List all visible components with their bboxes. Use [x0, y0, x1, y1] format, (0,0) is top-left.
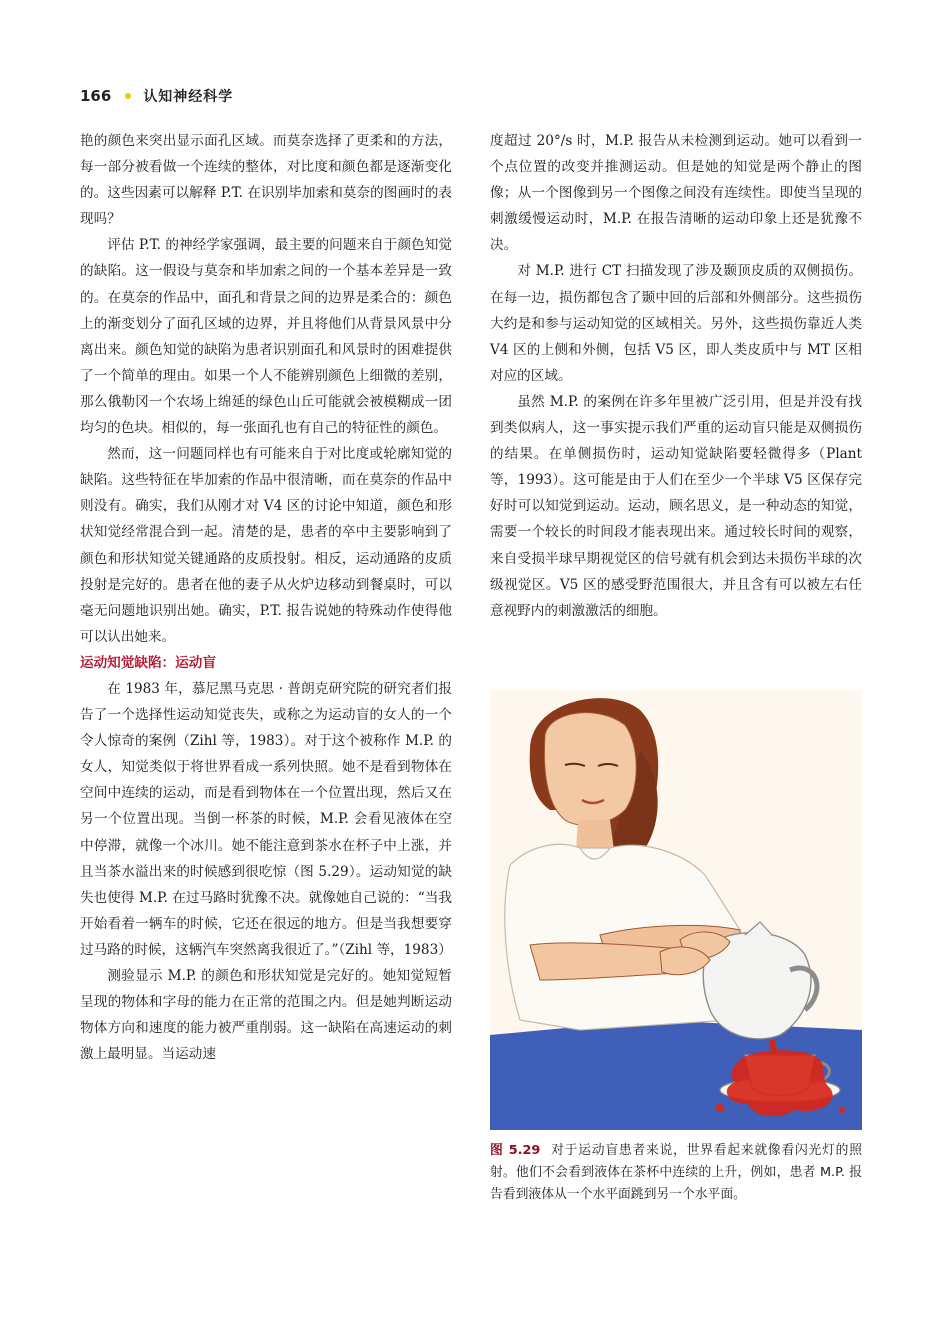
- paragraph: 虽然 M.P. 的案例在许多年里被广泛引用，但是并没有找到类似病人，这一事实提示我们严重的运动盲只能是双侧损伤的结果。在单侧损伤时，运动知觉缺陷要轻微得多（Plant 等，1993）。这可能是由于人们在至少一个半球 V5 区保存完好时可以知觉到运动。运动，顾名思义，是一种动态的知觉，需要一个较长的时间段才能表现出来。通过较长时间的观察，来自受损半球早期视觉区的信号就有机会到达未损伤半球的次级视觉区。V5 区的感受野范围很大，并且含有可以被左右任意视野内的刺激激活的细胞。: [490, 393, 862, 619]
- right-column: [490, 128, 862, 624]
- header-bullet-icon: [125, 93, 131, 99]
- paragraph: 艳的颜色来突出显示面孔区域。而莫奈选择了更柔和的方法，每一部分被看做一个连续的整体，对比度和颜色都是逐渐变化的。这些因素可以解释 P.T. 在识别毕加索和莫奈的图画时的表现吗？: [80, 133, 452, 228]
- paragraph: 在 1983 年，慕尼黑马克思 · 普朗克研究院的研究者们报告了一个选择性运动知觉丧失，或称之为运动盲的女人的一个令人惊奇的案例（Zihl 等，1983）。对于这个被称作 M.P. 的女人，知觉类似于将世界看成一系列快照。她不是看到物体在空间中连续的运动，而是看到物体在一个位置出现，然后又在另一个位置出现。当倒一杯茶的时候，M.P. 会看见液体在空中停滞，就像一个冰川。她不能注意到茶水在杯子中上涨，并且当茶水溢出来的时候感到很吃惊（图 5.29）。运动知觉的缺失也使得 M.P. 在过马路时犹豫不决。就像她自己说的：“当我开始看着一辆车的时候，它还在很远的地方。但是当我想要穿过马路的时候，这辆汽车突然离我很近了。”（Zihl 等，1983）: [80, 680, 452, 958]
- figure-caption: [490, 1140, 862, 1206]
- face: [544, 713, 636, 826]
- left-column: [80, 128, 452, 1067]
- paragraph: 评估 P.T. 的神经学家强调，最主要的问题来自于颜色知觉的缺陷。这一假设与莫奈和毕加索之间的一个基本差异是一致的。在莫奈的作品中，面孔和背景之间的边界是柔合的：颜色上的渐变划分了面孔区域的边界，并且将他们从背景风景中分离出来。颜色知觉的缺陷为患者识别面孔和风景时的困难提供了一个简单的理由。如果一个人不能辨别颜色上细微的差别，那么俄勒冈一个农场上绵延的绿色山丘可能就会被模糊成一团均匀的色块。相似的，每一张面孔也有自己的特征性的颜色。: [80, 237, 452, 437]
- book-title: 认知神经科学: [143, 89, 234, 105]
- paragraph: 度超过 20°/s 时，M.P. 报告从未检测到运动。她可以看到一个点位置的改变并推测运动。但是她的知觉是两个静止的图像；从一个图像到另一个图像之间没有连续性。即使当呈现的刺激缓慢运动时，M.P. 在报告清晰的运动印象上还是犹豫不决。: [490, 133, 862, 254]
- caption-label: 图 5.29: [490, 1143, 541, 1158]
- paragraph: 对 M.P. 进行 CT 扫描发现了涉及颞顶皮质的双侧损伤。在每一边，损伤都包含了颞中回的后部和外侧部分。这些损伤大约是和参与运动知觉的区域相关。另外，这些损伤靠近人类 V4 区的上侧和外侧，包括 V5 区，即人类皮质中与 MT 区相对应的区域。: [490, 263, 862, 384]
- paragraph: 然而，这一问题同样也有可能来自于对比度或轮廓知觉的缺陷。这些特征在毕加索的作品中很清晰，而在莫奈的作品中则没有。确实，我们从刚才对 V4 区的讨论中知道，颜色和形状知觉经常混合到一起。清楚的是，患者的卒中主要影响到了颜色和形状知觉关键通路的皮质投射。相反，运动通路的皮质投射是完好的。患者在他的妻子从火炉边移动到餐桌时，可以毫无问题地识别出她。确实，P.T. 报告说她的特殊动作使得他可以认出她来。: [80, 446, 452, 645]
- page-header: [80, 84, 233, 108]
- figure-illustration: [490, 690, 862, 1130]
- section-heading: 运动知觉缺陷：运动盲: [80, 654, 216, 671]
- woman-pouring-tea-illustration: [490, 690, 862, 1130]
- paragraph: 测验显示 M.P. 的颜色和形状知觉是完好的。她知觉短暂呈现的物体和字母的能力在正常的范围之内。但是她判断运动物体方向和速度的能力被严重削弱。这一缺陷在高速运动的刺激上最明显。当运动速: [80, 968, 452, 1063]
- caption-text: 对于运动盲患者来说，世界看起来就像看闪光灯的照射。他们不会看到液体在茶杯中连续的上升，例如，患者 M.P. 报告看到液体从一个水平面跳到另一个水平面。: [490, 1143, 863, 1202]
- page-number: 166: [80, 87, 112, 105]
